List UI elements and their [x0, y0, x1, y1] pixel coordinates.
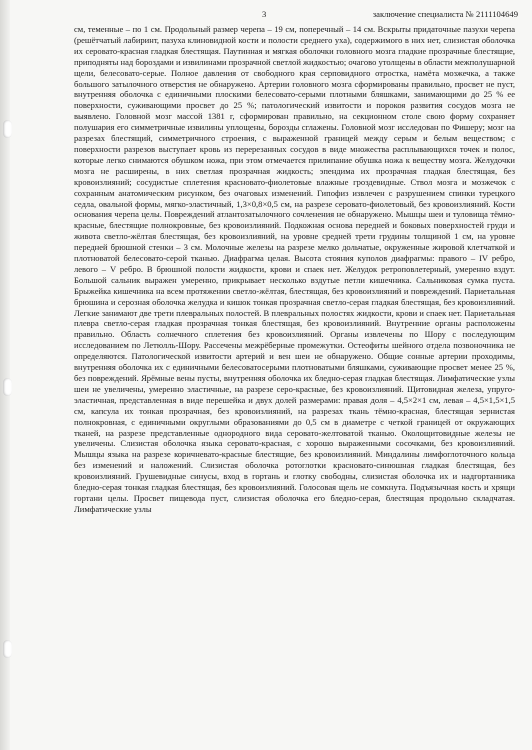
page-number: 3: [262, 9, 267, 19]
page-header: [74, 9, 518, 23]
punch-hole: [3, 120, 12, 138]
document-body-text: см, теменные – по 1 см. Продольный размер черепа – 19 см, поперечный – 14 см. Вскрыты придаточные пазухи черепа (решётчатый лабиринт, пазуха клиновидной кости и полости среднего уха), содержимого в них нет, слизистая оболочка их серовато-красная гладкая блестящая. Паутинная и мягкая оболочки головного мозга гладкие прозрачные блестящие, приподняты над бороздами и извилинами прозрачной светлой жидкостью; очагово утолщены в области межполушарной щели, белесовато-серые. Полное давления от свободного края серповидного отростка, намёта мозжечка, а также большого затылочного отверстия не обнаружено. Артерии головного мозга сформированы правильно, просвет не пуст, внутренняя оболочка с единичными плоскими белесовато-серыми плотными бляшками, занимающими до 25 % ее поверхности, суживающими просвет до 25 %; патологический извитости и порокоя развития сосудов мозга не выявлено. Головной мозг массой 1381 г, сформирован правильно, на секционном столе свою форму сохраняет полушария его симметричные извилины уплощены, борозды сглажены. Головной мозг исследован по Фишеру; мозг на разрезах блестящий, симметричного строения, с выраженной границей между серым и белым веществом; с поверхности разрезов выступает кровь из перерезанных сосудов в виде множества расплывающихся точек и полос, которые легко снимаются обушком ножа, при этом отмечается прилипание обушка ножа к веществу мозга. Желудочки мозга не расширены, в них светлая прозрачная жидкость; эпендима их прозрачная гладкая блестящая, без кровоизлияний; сосудистые сплетения красновато-фиолетовые влажные гроздевидные. Ствол мозга и мозжечок с сохранным анатомическим рисунком, без очаговых изменений. Гипофиз извлечен с разрушением спинки турецкого седла, овальной формы, мягко-эластичный, 1,3×0,8×0,5 см, на разрезе серовато-фиолетовый, без кровоизлияний. Кости основания черепа целы. Повреждений атлантозатылочного сочленения не обнаружено. Мышцы шеи и туловища тёмно-красные, блестящие полнокровные, без кровоизлияний. Подкожная основа передней и боковых поверхностей груди и живота светло-жёлтая блестящая, без кровоизлияний, на уровне средней трети грудины толщиной 1 см, на уровне передней брюшной стенки – 3 см. Молочные железы на разрезе мелко дольчатые, окруженные жировой клетчаткой и плотноватой белесовато-серой тканью. Диафрагма целая. Высота стояния куполов диафрагмы: правого – IV ребро, левого – V ребро. В брюшной полости жидкости, крови и спаек нет. Желудок ретроповлетерный, умеренно вздут. Большой сальник выражен умеренно, прикрывает несколько вздутые петли кишечника. Сальниковая сумка пуста. Брыжейка кишечника на всем протяжении светло-жёлтая, блестящая, без кровоизлияний и повреждений. Париетальная брюшина и серозная оболочка желудка и кишок тонкая прозрачная светло-серая гладкая блестящая, без кровоизлияний. Легкие занимают две трети плевральных полостей. В плевральных полостях жидкости, крови и спаек нет. Париетальная плевра светло-серая гладкая прозрачная тонкая блестящая, без кровоизлияний. Внутренние органы расположены правильно. Область солнечного сплетения без кровоизлияний. Органы извлечены по Шору с последующим исследованием по Летюлль-Шору. Рассечены межрёберные промежутки. Остеофиты шейного отдела позвоночника не определяются. Патологической извитости артерий и вен шеи не обнаружено. Общие сонные артерии проходимы, внутренняя оболочка их с единичными белесоватосерыми плотноватыми бляшками, суживающие просвет менее 25 %, без повреждений. Ярёмные вены пусты, внутренняя оболочка их бледно-серая гладкая блестящая. Лимфатические узлы шеи не увеличены, умеренно эластичные, на разрезе серо-красные, без кровоизлияний. Щитовидная железа, упруго-эластичная, представленная в виде перешейка и двух долей размерами: правая доля – 4,5×2×1 см, левая – 4,5×1,5×1,5 см, капсула их тонкая прозрачная, без кровоизлияний, на разрезах ткань тёмно-красная, блестящая зернистая полнокровная, с единичными округлыми образованиями до 0,5 см в диаметре с четкой границей от окружающих тканей, на разрезе представленные однородного вида серовато-желтоватой тканью. Околощитовидные железы не увеличены. Слизистая оболочка языка серовато-красная, с хорошо выраженными сосочками, без кровоизлияний. Мышцы языка на разрезе коричневато-красные блестящие, без кровоизлияний. Миндалины лимфоглоточного кольца без изменений и наложений. Слизистая оболочка ротоглотки красновато-синюшная гладкая блестящая, без кровоизлияний. Грушевидные синусы, вход в гортань и глотку свободны, слизистая оболочка их и надгортанника бледно-серая тонкая гладкая блестящая, без кровоизлияний. Голосовая щель не сомкнута. Подъязычная кость и хрящи гортани целы. Просвет пищевода пуст, слизистая оболочка его бледно-серая, блестящая продольно складчатая. Лимфатические узлы: [74, 24, 515, 514]
conclusion-reference: заключение специалиста № 2111104649: [372, 9, 518, 19]
punch-hole: [3, 378, 12, 396]
page-edge-shadow: [0, 0, 10, 750]
punch-hole: [3, 640, 12, 658]
